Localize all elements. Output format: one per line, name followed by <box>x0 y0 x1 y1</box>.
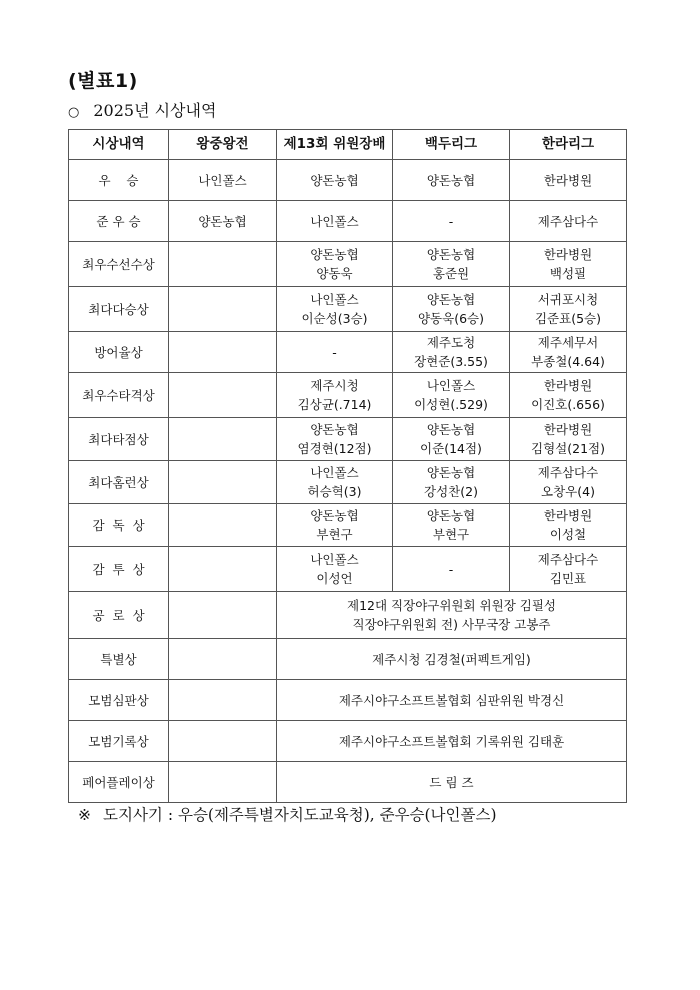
table-row <box>69 160 627 201</box>
cell-halla-league <box>510 287 627 332</box>
cell-chairman-cup <box>277 547 393 592</box>
cell-line: 제주시청 <box>310 378 359 393</box>
cell-champions <box>169 721 277 762</box>
cell-line: 양돈농협 <box>310 247 359 262</box>
cell-line: 한라병원 <box>543 508 593 523</box>
cell-line: 오창우(4) <box>541 484 595 499</box>
note-mark-icon: ※ <box>78 806 91 824</box>
cell-chairman-cup <box>277 373 393 418</box>
subtitle-text: 2025년 시상내역 <box>93 101 217 120</box>
cell-line: 한라병원 <box>543 172 593 188</box>
cell-merged <box>277 721 627 762</box>
cell-line: 한라병원 <box>543 247 593 262</box>
cell-line: 양돈농협 <box>310 508 359 523</box>
table-row <box>69 592 627 639</box>
table-row <box>69 762 627 803</box>
cell-line: 제주시야구소프트볼협회 기록위원 김태훈 <box>338 733 565 749</box>
table-row <box>69 721 627 762</box>
cell-line: 나인폴스 <box>310 552 359 567</box>
cell-line: 김형설(21점) <box>531 441 605 456</box>
cell-halla-league <box>510 332 627 373</box>
cell-line: 이진호(.656) <box>531 397 605 412</box>
cell-chairman-cup <box>277 160 393 201</box>
cell-line: - <box>448 213 454 229</box>
table-row <box>69 680 627 721</box>
cell-merged <box>277 592 627 639</box>
table-row <box>69 639 627 680</box>
cell-chairman-cup <box>277 461 393 504</box>
cell-baekdu-league <box>393 201 510 242</box>
cell-champions <box>169 418 277 461</box>
cell-line: 제주삼다수 <box>537 213 599 229</box>
cell-line: 나인폴스 <box>310 213 359 229</box>
award-name: 방어율상 <box>69 332 169 373</box>
cell-baekdu-league <box>393 287 510 332</box>
cell-halla-league <box>510 201 627 242</box>
cell-line: 양동욱 <box>316 266 353 281</box>
header-halla-league: 한라리그 <box>510 130 627 160</box>
award-name: 감 투 상 <box>69 547 169 592</box>
table-row <box>69 461 627 504</box>
awards-table <box>68 129 627 803</box>
cell-line: 이성언 <box>316 571 353 586</box>
cell-line: 홍준원 <box>432 266 470 281</box>
cell-chairman-cup <box>277 332 393 373</box>
cell-line: 서귀포시청 <box>537 292 599 307</box>
cell-halla-league <box>510 373 627 418</box>
award-name: 최다다승상 <box>69 287 169 332</box>
award-name: 페어플레이상 <box>69 762 169 803</box>
cell-line: 부종철(4.64) <box>531 354 605 369</box>
cell-line: 강성찬(2) <box>424 484 478 499</box>
cell-baekdu-league <box>393 242 510 287</box>
cell-line: 양동욱(6승) <box>417 311 484 326</box>
cell-champions <box>169 373 277 418</box>
table-row <box>69 287 627 332</box>
cell-line: 김민표 <box>549 571 587 586</box>
cell-line: 김상균(.714) <box>297 397 372 412</box>
table-row <box>69 418 627 461</box>
cell-line: 양돈농협 <box>426 247 476 262</box>
cell-line: 나인폴스 <box>310 292 359 307</box>
award-name: 모범기록상 <box>69 721 169 762</box>
cell-line: 백성필 <box>549 266 587 281</box>
table-row <box>69 504 627 547</box>
cell-line: - <box>332 344 337 360</box>
cell-line: 양돈농협 <box>426 172 476 188</box>
cell-merged <box>277 680 627 721</box>
cell-line: 부현구 <box>316 527 353 542</box>
cell-line: 이순성(3승) <box>301 311 368 326</box>
cell-line: 양돈농협 <box>310 422 359 437</box>
cell-line: 나인폴스 <box>310 465 359 480</box>
award-name: 특별상 <box>69 639 169 680</box>
header-award: 시상내역 <box>69 130 169 160</box>
cell-baekdu-league <box>393 504 510 547</box>
cell-line: 양돈농협 <box>426 422 476 437</box>
cell-line: 장현준(3.55) <box>414 354 488 369</box>
table-row <box>69 242 627 287</box>
table-row <box>69 373 627 418</box>
cell-champions <box>169 201 277 242</box>
cell-line: 제주시야구소프트볼협회 심판위원 박경신 <box>338 692 565 708</box>
cell-merged <box>277 639 627 680</box>
cell-champions <box>169 504 277 547</box>
cell-halla-league <box>510 461 627 504</box>
cell-line: 염경현(12점) <box>297 441 372 456</box>
cell-champions <box>169 592 277 639</box>
cell-chairman-cup <box>277 418 393 461</box>
table-header-row <box>69 130 627 160</box>
cell-chairman-cup <box>277 287 393 332</box>
award-name: 감 독 상 <box>69 504 169 547</box>
cell-line: 제주삼다수 <box>537 552 599 567</box>
cell-merged <box>277 762 627 803</box>
cell-baekdu-league <box>393 160 510 201</box>
header-baekdu-league: 백두리그 <box>393 130 510 160</box>
award-name: 우 승 <box>69 160 169 201</box>
cell-line: 양돈농협 <box>426 465 476 480</box>
cell-line: 나인폴스 <box>426 378 476 393</box>
award-name: 준 우 승 <box>69 201 169 242</box>
cell-line: 김준표(5승) <box>534 311 601 326</box>
page-heading: (별표1) <box>68 70 138 92</box>
cell-line: 부현구 <box>432 527 470 542</box>
cell-line: - <box>448 561 454 577</box>
cell-champions <box>169 287 277 332</box>
award-name: 최다타점상 <box>69 418 169 461</box>
cell-line: 한라병원 <box>543 422 593 437</box>
cell-line: 드 림 즈 <box>429 774 474 790</box>
cell-line: 나인폴스 <box>198 172 247 188</box>
cell-line: 한라병원 <box>543 378 593 393</box>
cell-line: 양돈농협 <box>310 172 359 188</box>
award-name: 최다홈런상 <box>69 461 169 504</box>
header-champions: 왕중왕전 <box>169 130 277 160</box>
cell-line: 제12대 직장야구위원회 위원장 김필성 <box>347 598 556 613</box>
award-name: 최우수타격상 <box>69 373 169 418</box>
section-subtitle <box>68 98 216 121</box>
award-name: 최우수선수상 <box>69 242 169 287</box>
cell-line: 양돈농협 <box>198 213 247 229</box>
cell-line: 양돈농협 <box>426 508 476 523</box>
cell-champions <box>169 242 277 287</box>
cell-line: 이성현(.529) <box>414 397 488 412</box>
note-text: 도지사기 : 우승(제주특별자치도교육청), 준우승(나인폴스) <box>103 806 497 824</box>
cell-champions <box>169 160 277 201</box>
award-name: 모범심판상 <box>69 680 169 721</box>
cell-halla-league <box>510 160 627 201</box>
cell-champions <box>169 762 277 803</box>
cell-line: 제주도청 <box>426 335 476 350</box>
cell-chairman-cup <box>277 242 393 287</box>
cell-line: 직장야구위원회 전) 사무국장 고봉주 <box>352 617 551 632</box>
cell-champions <box>169 461 277 504</box>
cell-champions <box>169 547 277 592</box>
table-row <box>69 332 627 373</box>
cell-baekdu-league <box>393 418 510 461</box>
table-row <box>69 201 627 242</box>
bullet-icon: ○ <box>68 105 80 120</box>
cell-baekdu-league <box>393 373 510 418</box>
cell-halla-league <box>510 504 627 547</box>
table-row <box>69 547 627 592</box>
cell-chairman-cup <box>277 201 393 242</box>
cell-line: 이성철 <box>549 527 587 542</box>
cell-line: 양돈농협 <box>426 292 476 307</box>
cell-line: 제주삼다수 <box>537 465 599 480</box>
cell-baekdu-league <box>393 461 510 504</box>
cell-baekdu-league <box>393 547 510 592</box>
cell-champions <box>169 680 277 721</box>
footnote <box>78 803 497 825</box>
cell-champions <box>169 639 277 680</box>
cell-halla-league <box>510 242 627 287</box>
cell-chairman-cup <box>277 504 393 547</box>
cell-baekdu-league <box>393 332 510 373</box>
cell-halla-league <box>510 547 627 592</box>
header-chairman-cup: 제13회 위원장배 <box>277 130 393 160</box>
cell-line: 제주세무서 <box>537 335 599 350</box>
cell-line: 이준(14점) <box>420 441 482 456</box>
cell-line: 허승혁(3) <box>307 484 362 499</box>
award-name: 공 로 상 <box>69 592 169 639</box>
cell-champions <box>169 332 277 373</box>
cell-line: 제주시청 김경철(퍼펙트게임) <box>372 651 531 667</box>
cell-halla-league <box>510 418 627 461</box>
